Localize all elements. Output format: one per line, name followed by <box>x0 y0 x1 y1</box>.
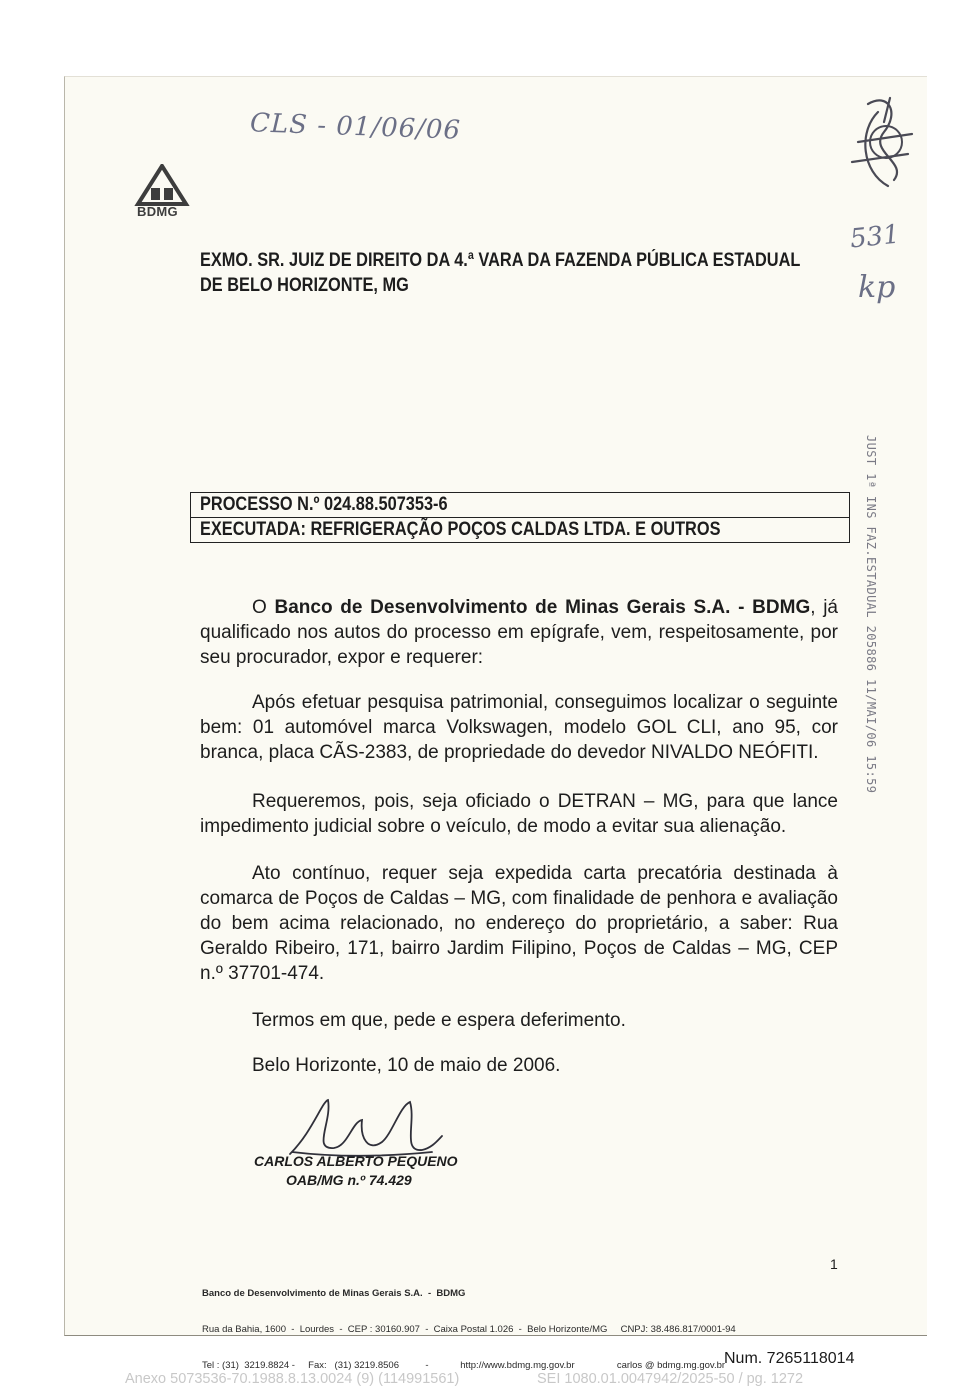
handwritten-date-note: CLS - 01/06/06 <box>249 108 462 146</box>
handwritten-page-mark: 531 <box>848 219 902 255</box>
paragraph-intro: O Banco de Desenvolvimento de Minas Gerais S.A. - BDMG, já qualificado nos autos do processo em epígrafe, vem, respeitosamente, por seu procurador, expor e requerer: <box>200 597 838 668</box>
signatory-name: CARLOS ALBERTO PEQUENO <box>254 1153 458 1169</box>
annex-right: SEI 1080.01.0047942/2025-50 / pg. 1272 <box>537 1371 804 1387</box>
page-number: 1 <box>830 1256 838 1272</box>
bdmg-logo-text: BDMG <box>137 204 178 219</box>
signatory-oab: OAB/MG n.º 74.429 <box>286 1172 412 1188</box>
bdmg-logo-icon <box>134 164 190 206</box>
executed-party-row: EXECUTADA: REFRIGERAÇÃO POÇOS CALDAS LTDA. E OUTROS <box>191 517 849 542</box>
place-date: Belo Horizonte, 10 de maio de 2006. <box>252 1055 561 1076</box>
case-number-row: PROCESSO N.º 024.88.507353-6 <box>200 494 448 515</box>
addressee-line-2: DE BELO HORIZONTE, MG <box>200 275 409 296</box>
annex-left: Anexo 5073536-70.1988.8.13.0024 (9) (114991561) <box>125 1371 460 1387</box>
footer-company: Banco de Desenvolvimento de Minas Gerais S.A. - BDMG <box>202 1288 466 1299</box>
addressee-line-1: EXMO. SR. JUIZ DE DIREITO DA 4.ª VARA DA FAZENDA PÚBLICA ESTADUAL <box>200 250 801 271</box>
footer-address: Rua da Bahia, 1600 - Lourdes - CEP : 30160.907 - Caixa Postal 1.026 - Belo Horizonte/MG CNPJ: 38.486.817/0001-94 <box>202 1324 736 1335</box>
document-num: Num. 7265118014 <box>724 1350 855 1367</box>
closing: Termos em que, pede e espera deferimento. <box>252 1010 626 1031</box>
protocol-stamp: JUST 1ª INS FAZ.ESTADUAL 205886 11/MAI/06 15:59 <box>864 435 878 794</box>
paragraph-asset: Após efetuar pesquisa patrimonial, conseguimos localizar o seguinte bem: 01 automóvel marca Volkswagen, modelo GOL CLI, ano 95, cor branca, placa CÃS-2383, de propriedade do devedor NIVALDO NEÓFITI. <box>200 692 838 763</box>
paragraph-precatoria: Ato contínuo, requer seja expedida carta precatória destinada à comarca de Poços de Caldas – MG, com finalidade de penhora e avaliação do bem acima relacionado, no endereço do proprietário, a saber: Rua Geraldo Ribeiro, 171, bairro Jardim Filipino, Poços de Caldas – MG, CEP n.º 37701-474. <box>200 863 838 984</box>
paragraph-request: Requeremos, pois, seja oficiado o DETRAN – MG, para que lance impedimento judicial sobre o veículo, de modo a evitar sua alienação. <box>200 791 838 837</box>
signatory <box>254 1152 458 1190</box>
addressee <box>200 248 801 298</box>
footer-contact: Tel : (31) 3219.8824 - Fax: (31) 3219.8506 - http://www.bdmg.mg.gov.br carlos @ bdmg.mg.gov.br <box>202 1360 726 1371</box>
handwritten-initials: kp <box>858 270 896 305</box>
rubric-scribble <box>838 92 918 202</box>
bank-name: Banco de Desenvolvimento de Minas Gerais S.A. - BDMG <box>274 597 811 618</box>
annex-reference <box>125 1371 804 1387</box>
letterhead-footer <box>202 1264 736 1384</box>
case-reference-box <box>190 492 850 543</box>
